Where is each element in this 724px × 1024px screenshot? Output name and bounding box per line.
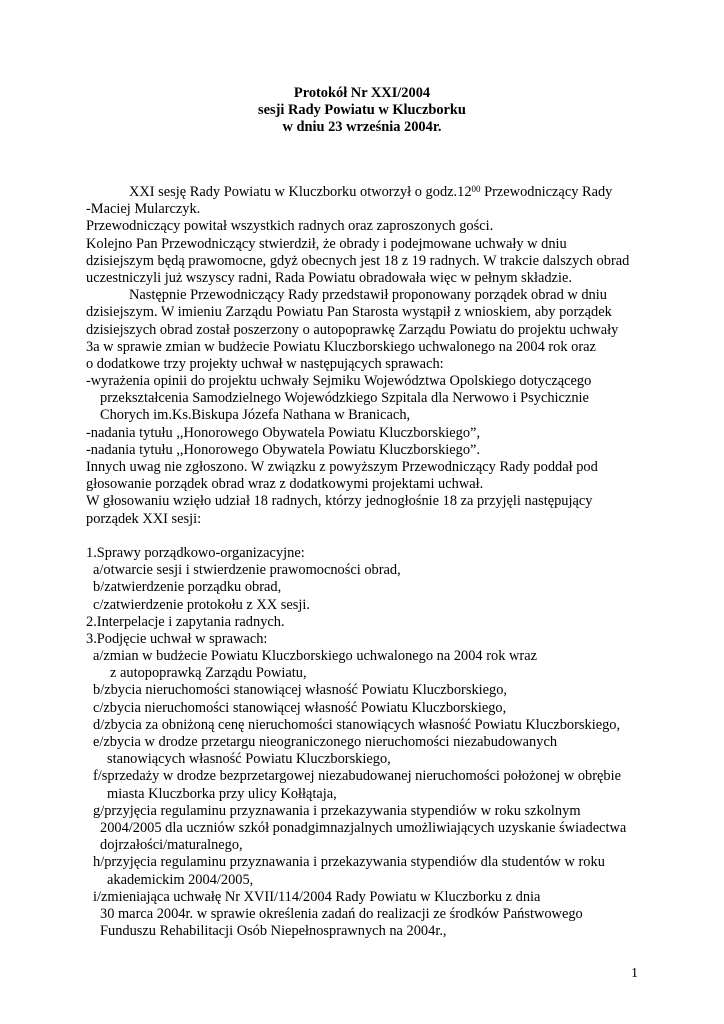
body-line: dzisiejszym będą prawomocne, gdyż obecnych jest 18 z 19 radnych. W trakcie dalszych obrad <box>86 252 630 269</box>
opening-line: XXI sesję Rady Powiatu w Kluczborku otworzył o $godz.12^{00}$ Przewodniczący Rady <box>129 184 613 200</box>
document-title <box>0 85 724 136</box>
agenda-subitem: f/sprzedaży w drodze bezprzetargowej niezabudowanej nieruchomości położonej w obrębie <box>93 768 621 785</box>
title-line-3: w dniu 23 września 2004r. <box>282 119 442 135</box>
agenda-subitem: a/zmian w budżecie Powiatu Kluczborskiego uchwalonego na 2004 rok wraz <box>93 648 537 665</box>
agenda-subitem-continuation: 2004/2005 dla uczniów szkół ponadgimnazjalnych umożliwiających uzyskanie świadectwa <box>100 819 627 836</box>
title-line-2: sesji Rady Powiatu w Kluczborku <box>258 102 466 118</box>
agenda-subitem: a/otwarcie sesji i stwierdzenie prawomocności obrad, <box>93 562 401 579</box>
body-line: porządek XXI sesji: <box>86 510 202 527</box>
agenda-subitem-continuation: akademickim 2004/2005, <box>107 871 254 888</box>
body-line: przekształcenia Samodzielnego Wojewódzkiego Szpitala dla Nerwowo i Psychicznie <box>100 390 589 407</box>
body-line: dzisiejszych obrad został poszerzony o autopoprawkę Zarządu Powiatu do projektu uchwały <box>86 321 619 338</box>
agenda-subitem: c/zbycia nieruchomości stanowiącej własność Powiatu Kluczborskiego, <box>93 699 507 716</box>
body-line: Chorych im.Ks.Biskupa Józefa Nathana w Branicach, <box>100 407 411 424</box>
agenda-item: 1.Sprawy porządkowo-organizacyjne: <box>86 544 305 561</box>
body-line: uczestniczyli już wszyscy radni, Rada Powiatu obradowała więc w pełnym składzie. <box>86 269 572 286</box>
body-line: dzisiejszym. W imieniu Zarządu Powiatu Pan Starosta wystąpił z wnioskiem, aby porządek <box>86 304 612 321</box>
time-superscript: 00 <box>471 184 481 194</box>
body-line: głosowanie porządek obrad wraz z dodatkowymi projektami uchwał. <box>86 476 484 493</box>
agenda-subitem-continuation: dojrzałości/maturalnego, <box>100 837 243 854</box>
agenda-subitem: g/przyjęcia regulaminu przyznawania i przekazywania stypendiów w roku szkolnym <box>93 802 581 819</box>
body-line: -Maciej Mularczyk. <box>86 201 201 218</box>
agenda-subitem: b/zatwierdzenie porządku obrad, <box>93 579 282 596</box>
agenda-subitem-continuation: 30 marca 2004r. w sprawie określenia zadań do realizacji ze środków Państwowego <box>100 905 583 922</box>
body-line: 3a w sprawie zmian w budżecie Powiatu Kluczborskiego uchwalonego na 2004 rok oraz <box>86 338 596 355</box>
body-line: Kolejno Pan Przewodniczący stwierdził, że obrady i podejmowane uchwały w dniu <box>86 235 567 252</box>
agenda-subitem: e/zbycia w drodze przetargu nieograniczonego nieruchomości niezabudowanych <box>93 734 558 750</box>
body-line: Następnie Przewodniczący Rady przedstawił proponowany porządek obrad w dniu <box>129 287 607 304</box>
agenda-subitem: c/zatwierdzenie protokołu z XX sesji. <box>93 596 310 613</box>
agenda-subitem-continuation: Funduszu Rehabilitacji Osób Niepełnosprawnych na 2004r., <box>100 923 447 940</box>
agenda-subitem-continuation: stanowiących własność Powiatu Kluczborskiego, <box>107 751 391 768</box>
body-line: -wyrażenia opinii do projektu uchwały Sejmiku Województwa Opolskiego dotyczącego <box>86 373 592 390</box>
body-line: Innych uwag nie zgłoszono. W związku z powyższym Przewodniczący Rady poddał pod <box>86 459 598 475</box>
agenda-item: 2.Interpelacje i zapytania radnych. <box>86 613 285 630</box>
agenda-subitem-continuation: miasta Kluczborka przy ulicy Kołłątaja, <box>107 785 337 802</box>
body-line: W głosowaniu wzięło udział 18 radnych, którzy jednogłośnie 18 za przyjęli następujący <box>86 493 593 510</box>
body-line: o dodatkowe trzy projekty uchwał w następujących sprawach: <box>86 355 444 372</box>
body-line: -nadania tytułu ,,Honorowego Obywatela Powiatu Kluczborskiego”. <box>86 441 481 458</box>
page-number: 1 <box>631 966 638 981</box>
agenda-subitem: i/zmieniająca uchwałę Nr XVII/114/2004 Rady Powiatu w Kluczborku z dnia <box>93 888 541 905</box>
body-line: Przewodniczący powitał wszystkich radnych oraz zaproszonych gości. <box>86 218 494 235</box>
agenda-subitem-continuation: z autopoprawką Zarządu Powiatu, <box>110 665 307 682</box>
document-body <box>86 184 686 940</box>
agenda-subitem: b/zbycia nieruchomości stanowiącej własność Powiatu Kluczborskiego, <box>93 682 508 699</box>
agenda-item: 3.Podjęcie uchwał w sprawach: <box>86 630 268 647</box>
agenda-subitem: h/przyjęcia regulaminu przyznawania i przekazywania stypendiów dla studentów w roku <box>93 854 605 871</box>
body-line: -nadania tytułu ,,Honorowego Obywatela Powiatu Kluczborskiego”, <box>86 424 481 441</box>
title-line-1: Protokół Nr XXI/2004 <box>293 85 431 101</box>
agenda-subitem: d/zbycia za obniżoną cenę nieruchomości stanowiących własność Powiatu Kluczborskiego, <box>93 716 621 733</box>
spacer <box>86 528 686 545</box>
